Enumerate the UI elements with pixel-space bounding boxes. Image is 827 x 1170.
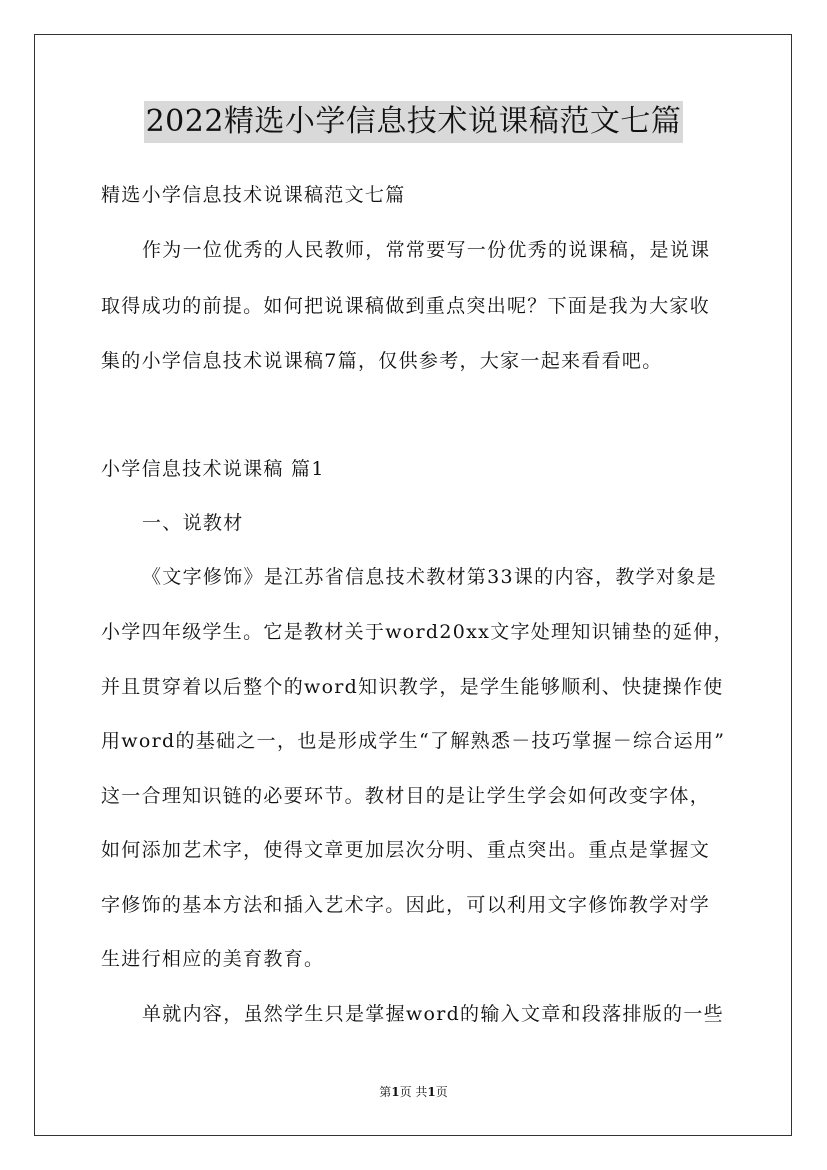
body-line-2: 小学四年级学生。它是教材关于word20xx文字处理知识铺垫的延伸， — [101, 621, 734, 643]
footer-total-number: 1 — [427, 1085, 436, 1099]
body-line-7: 字修饰的基本方法和插入艺术字。因此，可以利用文字修饰教学对学 — [101, 894, 711, 916]
footer-total-suffix: 页 — [435, 1085, 448, 1099]
sub-heading: 一、说教材 — [142, 512, 244, 534]
body-line-last: 单就内容，虽然学生只是掌握word的输入文章和段落排版的一些 — [142, 1003, 724, 1025]
section-heading: 小学信息技术说课稿 篇1 — [101, 458, 325, 480]
footer-total-prefix: 共 — [415, 1085, 428, 1099]
footer-page-prefix: 第 — [379, 1085, 392, 1099]
footer-page-suffix: 页 — [399, 1085, 412, 1099]
body-line-6: 如何添加艺术字，使得文章更加层次分明、重点突出。重点是掌握文 — [101, 839, 711, 861]
intro-line-1: 作为一位优秀的人民教师，常常要写一份优秀的说课稿，是说课 — [142, 239, 711, 261]
page-footer — [0, 1084, 827, 1100]
intro-line-2: 取得成功的前提。如何把说课稿做到重点突出呢？下面是我为大家收 — [101, 295, 711, 317]
footer-page-number: 1 — [391, 1085, 400, 1099]
body-line-5: 这一合理知识链的必要环节。教材目的是让学生学会如何改变字体， — [101, 785, 711, 807]
title-container — [0, 101, 827, 143]
document-title: 2022精选小学信息技术说课稿范文七篇 — [144, 101, 684, 143]
body-line-8: 生进行相应的美育教育。 — [101, 948, 325, 970]
body-line-3: 并且贯穿着以后整个的word知识教学，是学生能够顺利、快捷操作使 — [101, 676, 724, 698]
body-line-1: 《文字修饰》是江苏省信息技术教材第33课的内容，教学对象是 — [142, 566, 717, 588]
body-line-4: 用word的基础之一，也是形成学生“了解熟悉－技巧掌握－综合运用” — [101, 730, 726, 752]
intro-line-3: 集的小学信息技术说课稿7篇，仅供参考，大家一起来看看吧。 — [101, 350, 663, 372]
document-subtitle: 精选小学信息技术说课稿范文七篇 — [101, 184, 406, 206]
